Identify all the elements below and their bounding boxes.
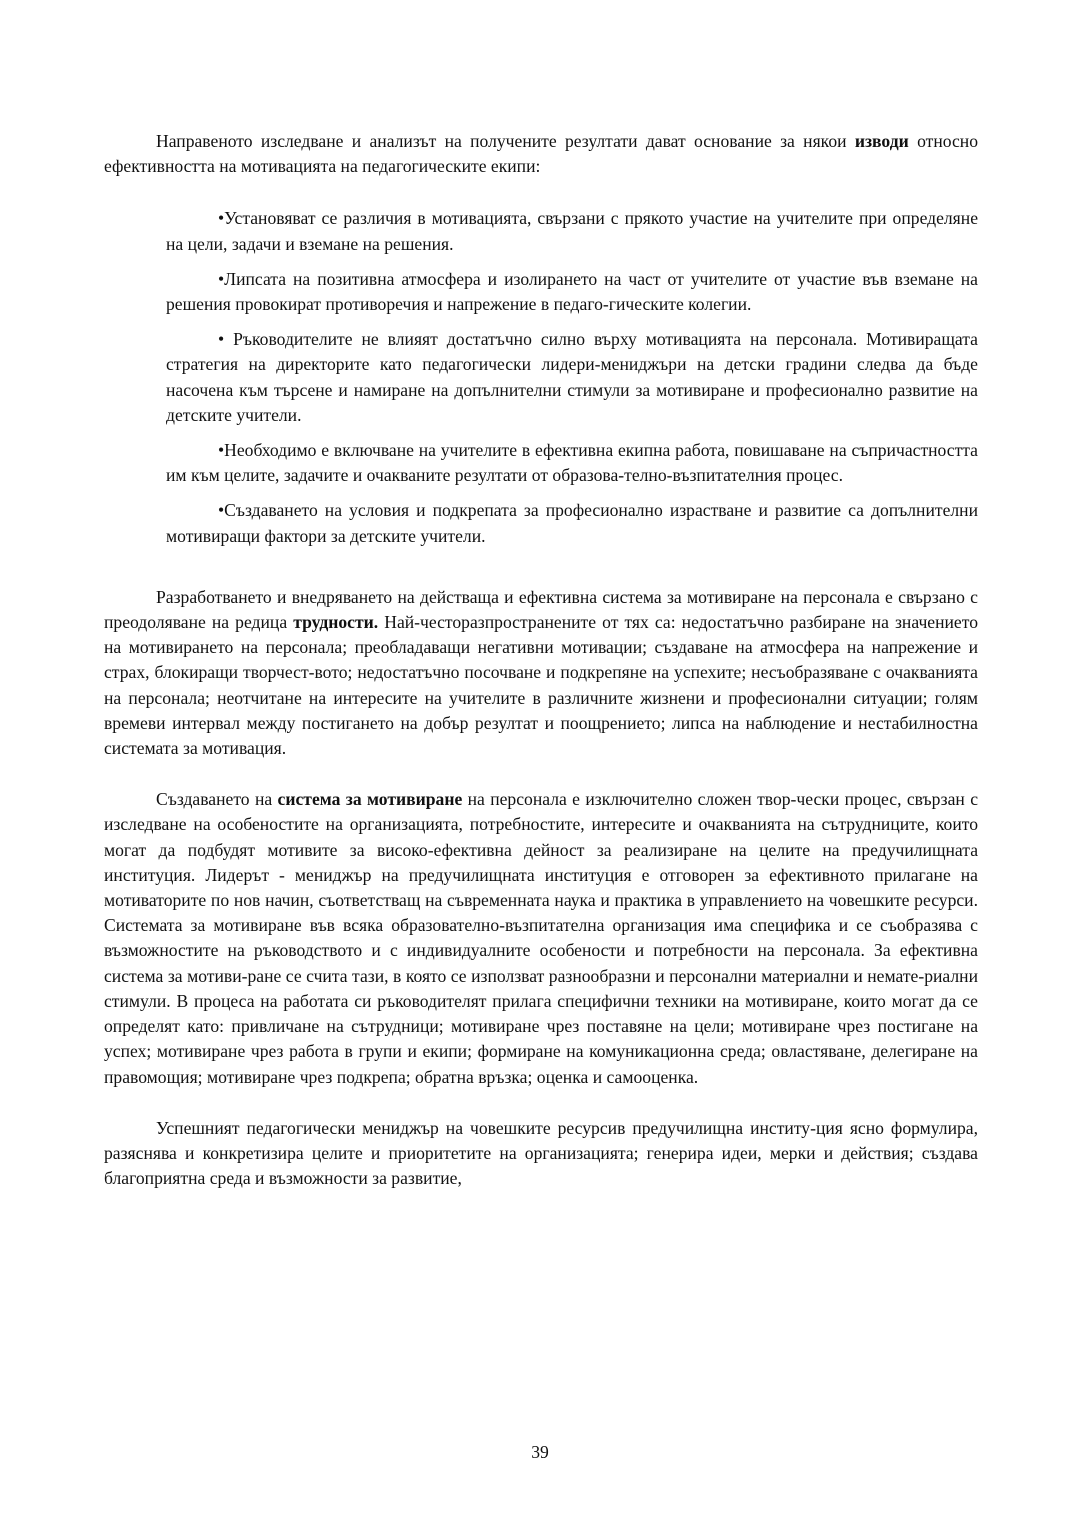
bold-term: трудности.	[293, 612, 379, 633]
list-item-text: Създаването на условия и подкрепата за професионално израстване и развитие са допълнителни мотивиращи фактори за детските учители.	[166, 500, 978, 546]
list-item	[104, 327, 978, 428]
manager-paragraph	[104, 1116, 978, 1192]
paragraph-text: Създаването на	[156, 789, 278, 810]
list-item-text: Липсата на позитивна атмосфера и изолирането на част от учителите от участие във вземане на решения провокират противоречия и напрежение в педаго-гическите колегии.	[166, 268, 978, 315]
bold-term: система за мотивиране	[277, 789, 463, 810]
bullet-icon: •	[218, 440, 225, 461]
paragraph-text: Успешният педагогически мениджър на човешките ресурсив предучилищна институ-ция ясно формулира, разяснява и конкретизира целите и приоритетите на организацията; генерира идеи, мерки и действия; създава благоприятна среда и възможности за развитие,	[104, 1117, 978, 1189]
paragraph-text-end: Най-честоразпространените от тях са: недостатъчно разбиране на значението на мотивирането на персонала; преобладаващи негативни мотивации; създаване на атмосфера на напрежение и страх, блокиращи творчест-вото; недостатъчно посочване и подкрепяне на успехите; несъобразяване с очакванията на персонала; неотчитане на интересите на учителите в различните жизнени и професионални ситуации; голям времеви интервал между постигането на добър резултат и поощрението; липса на наблюдение и нестабилностна системата за мотивация.	[104, 612, 978, 759]
bullet-icon: •	[218, 500, 225, 521]
spacer	[104, 761, 978, 787]
intro-text: Направеното изследване и анализът на получените резултати дават основание за някои	[156, 131, 855, 151]
bullet-icon: •	[218, 329, 225, 350]
page-number: 39	[531, 1442, 549, 1462]
spacer	[104, 559, 978, 585]
paragraph-text-end: на персонала е изключително сложен твор-чески процес, свързан с изследване на особеностите на организацията, потребностите, интересите и очакванията на сътрудниците, които могат да подбудят мотивите за високо-ефективна дейност за реализиране на целите на предучилищната институция. Лидерът - мениджър на предучилищната институция е отговорен за ефективното прилагане на мотиваторите по нов начин, съответстващ на съвременната наука и практика в управлението на човешките ресурси. Системата за мотивиране във всяка образователно-възпитателна организация има специфика и се съобразява с възможностите на ръководството и с индивидуалните особености и потребности на персонала. За ефективна система за мотиви-ране се счита тази, в която се използват разнообразни и персонални материални и немате-риални стимули. В процеса на работата си ръководителят прилага специфични техники на мотивиране, които могат да се определят като: привличане на сътрудници; мотивиране чрез поставяне на цели; мотивиране чрез постигане на успех; мотивиране чрез работа в групи и екипи; формиране на комуникационна среда; овластяване, делегиране на правомощия; мотивиране чрез подкрепа; обратна връзка; оценка и самооценка.	[104, 789, 979, 1087]
conclusions-list	[166, 206, 978, 548]
page-content	[104, 129, 978, 1191]
list-item-text: Установяват се различия в мотивацията, свързани с прякото участие на учителите при определяне на цели, задачи и вземане на решения.	[166, 208, 978, 254]
list-item	[104, 438, 978, 488]
difficulties-paragraph	[104, 585, 978, 761]
list-item	[166, 206, 978, 256]
motivation-system-paragraph	[104, 787, 978, 1089]
paragraph-text: Разработването и внедряването на действаща и ефективна система за мотивиране на персонала е свързано с преодоляване на редица	[104, 586, 978, 633]
list-item-text: Необходимо е включване на учителите в ефективна екипна работа, повишаване на съпричастността им към целите, задачите и очакваните резултати от образова-телно-възпитателния процес.	[166, 440, 978, 486]
list-item	[166, 498, 978, 548]
intro-bold-term: изводи	[854, 131, 909, 151]
spacer	[104, 1090, 978, 1116]
intro-text-end: относно ефективността на мотивацията на педагогическите екипи:	[104, 131, 978, 177]
bullet-icon: •	[218, 268, 225, 289]
bullet-icon: •	[218, 208, 225, 229]
spacer	[104, 179, 978, 206]
list-item	[166, 267, 978, 317]
intro-paragraph	[104, 129, 978, 179]
list-item-text: Ръководителите не влияят достатъчно силно върху мотивацията на персонала. Мотивиращата стратегия на директорите като педагогически лидери-мениджъри на детски градини следва да бъде насочена към търсене и намиране на допълнителни стимули за мотивиране и професионално развитие на детските учители.	[166, 329, 978, 425]
